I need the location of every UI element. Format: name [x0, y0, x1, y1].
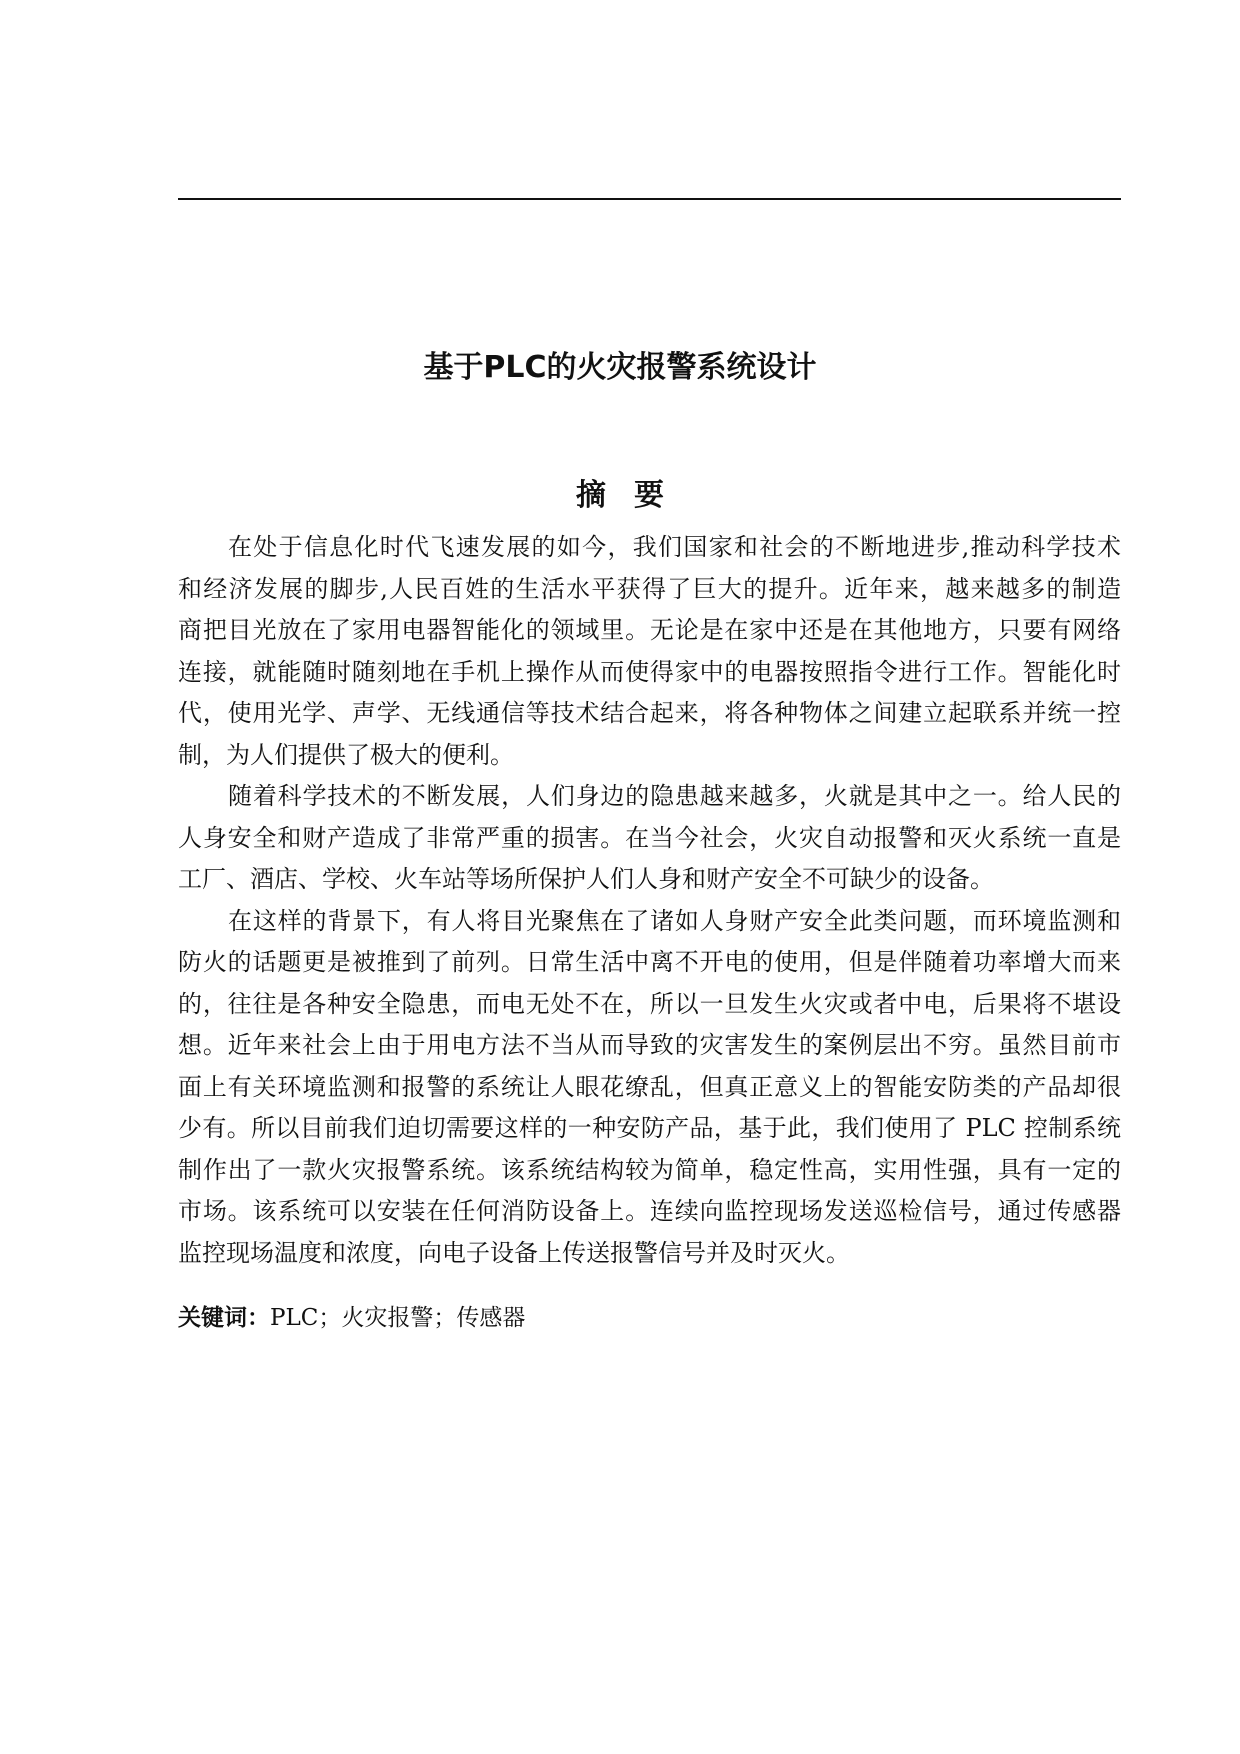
paragraph-line: 想。近年来社会上由于用电方法不当从而导致的灾害发生的案例层出不穷。虽然目前市: [178, 1031, 1121, 1059]
document-title: 基于PLC的火灾报警系统设计: [423, 350, 817, 385]
paragraph-line: 和经济发展的脚步,人民百姓的生活水平获得了巨大的提升。近年来，越来越多的制造: [178, 574, 1121, 603]
paragraph-line: 防火的话题更是被推到了前列。日常生活中离不开电的使用，但是伴随着功率增大而来: [178, 948, 1121, 976]
paragraph-line: 面上有关环境监测和报警的系统让人眼花缭乱，但真正意义上的智能安防类的产品却很: [178, 1072, 1121, 1101]
paragraph-line: 工厂、酒店、学校、火车站等场所保护人们人身和财产安全不可缺少的设备。: [178, 865, 994, 893]
keywords-value: PLC；火灾报警；传感器: [270, 1305, 526, 1331]
paragraph-line: 的，往往是各种安全隐患，而电无处不在，所以一旦发生火灾或者中电，后果将不堪设: [178, 989, 1121, 1018]
keywords-label: 关键词：: [178, 1305, 270, 1331]
paragraph-line: 人身安全和财产造成了非常严重的损害。在当今社会，火灾自动报警和灭火系统一直是: [178, 823, 1121, 852]
paragraph-line: 在处于信息化时代飞速发展的如今，我们国家和社会的不断地进步,推动科学技术: [228, 533, 1121, 561]
paragraph-line: 制作出了一款火灾报警系统。该系统结构较为简单，稳定性高，实用性强，具有一定的: [178, 1155, 1121, 1184]
paragraph-line: 商把目光放在了家用电器智能化的领域里。无论是在家中还是在其他地方，只要有网络: [178, 616, 1121, 644]
paragraph-line: 随着科学技术的不断发展，人们身边的隐患越来越多，火就是其中之一。给人民的: [228, 782, 1121, 810]
abstract-heading: 摘要: [576, 478, 692, 513]
abstract-body: [178, 527, 1121, 1274]
header-rule: [178, 198, 1121, 200]
keywords: [178, 1298, 525, 1338]
paragraph-line: 监控现场温度和浓度，向电子设备上传送报警信号并及时灭火。: [178, 1238, 850, 1267]
paragraph-line: 市场。该系统可以安装在任何消防设备上。连续向监控现场发送巡检信号，通过传感器: [178, 1197, 1121, 1225]
paragraph-line: 连接，就能随时随刻地在手机上操作从而使得家中的电器按照指令进行工作。智能化时: [178, 657, 1121, 686]
paragraph-line: 少有。所以目前我们迫切需要这样的一种安防产品，基于此，我们使用了 PLC 控制系统: [178, 1114, 1121, 1142]
paragraph-line: 在这样的背景下，有人将目光聚焦在了诸如人身财产安全此类问题，而环境监测和: [228, 906, 1121, 935]
paragraph-line: 制，为人们提供了极大的便利。: [178, 740, 514, 769]
paragraph-line: 代，使用光学、声学、无线通信等技术结合起来，将各种物体之间建立起联系并统一控: [178, 699, 1121, 727]
